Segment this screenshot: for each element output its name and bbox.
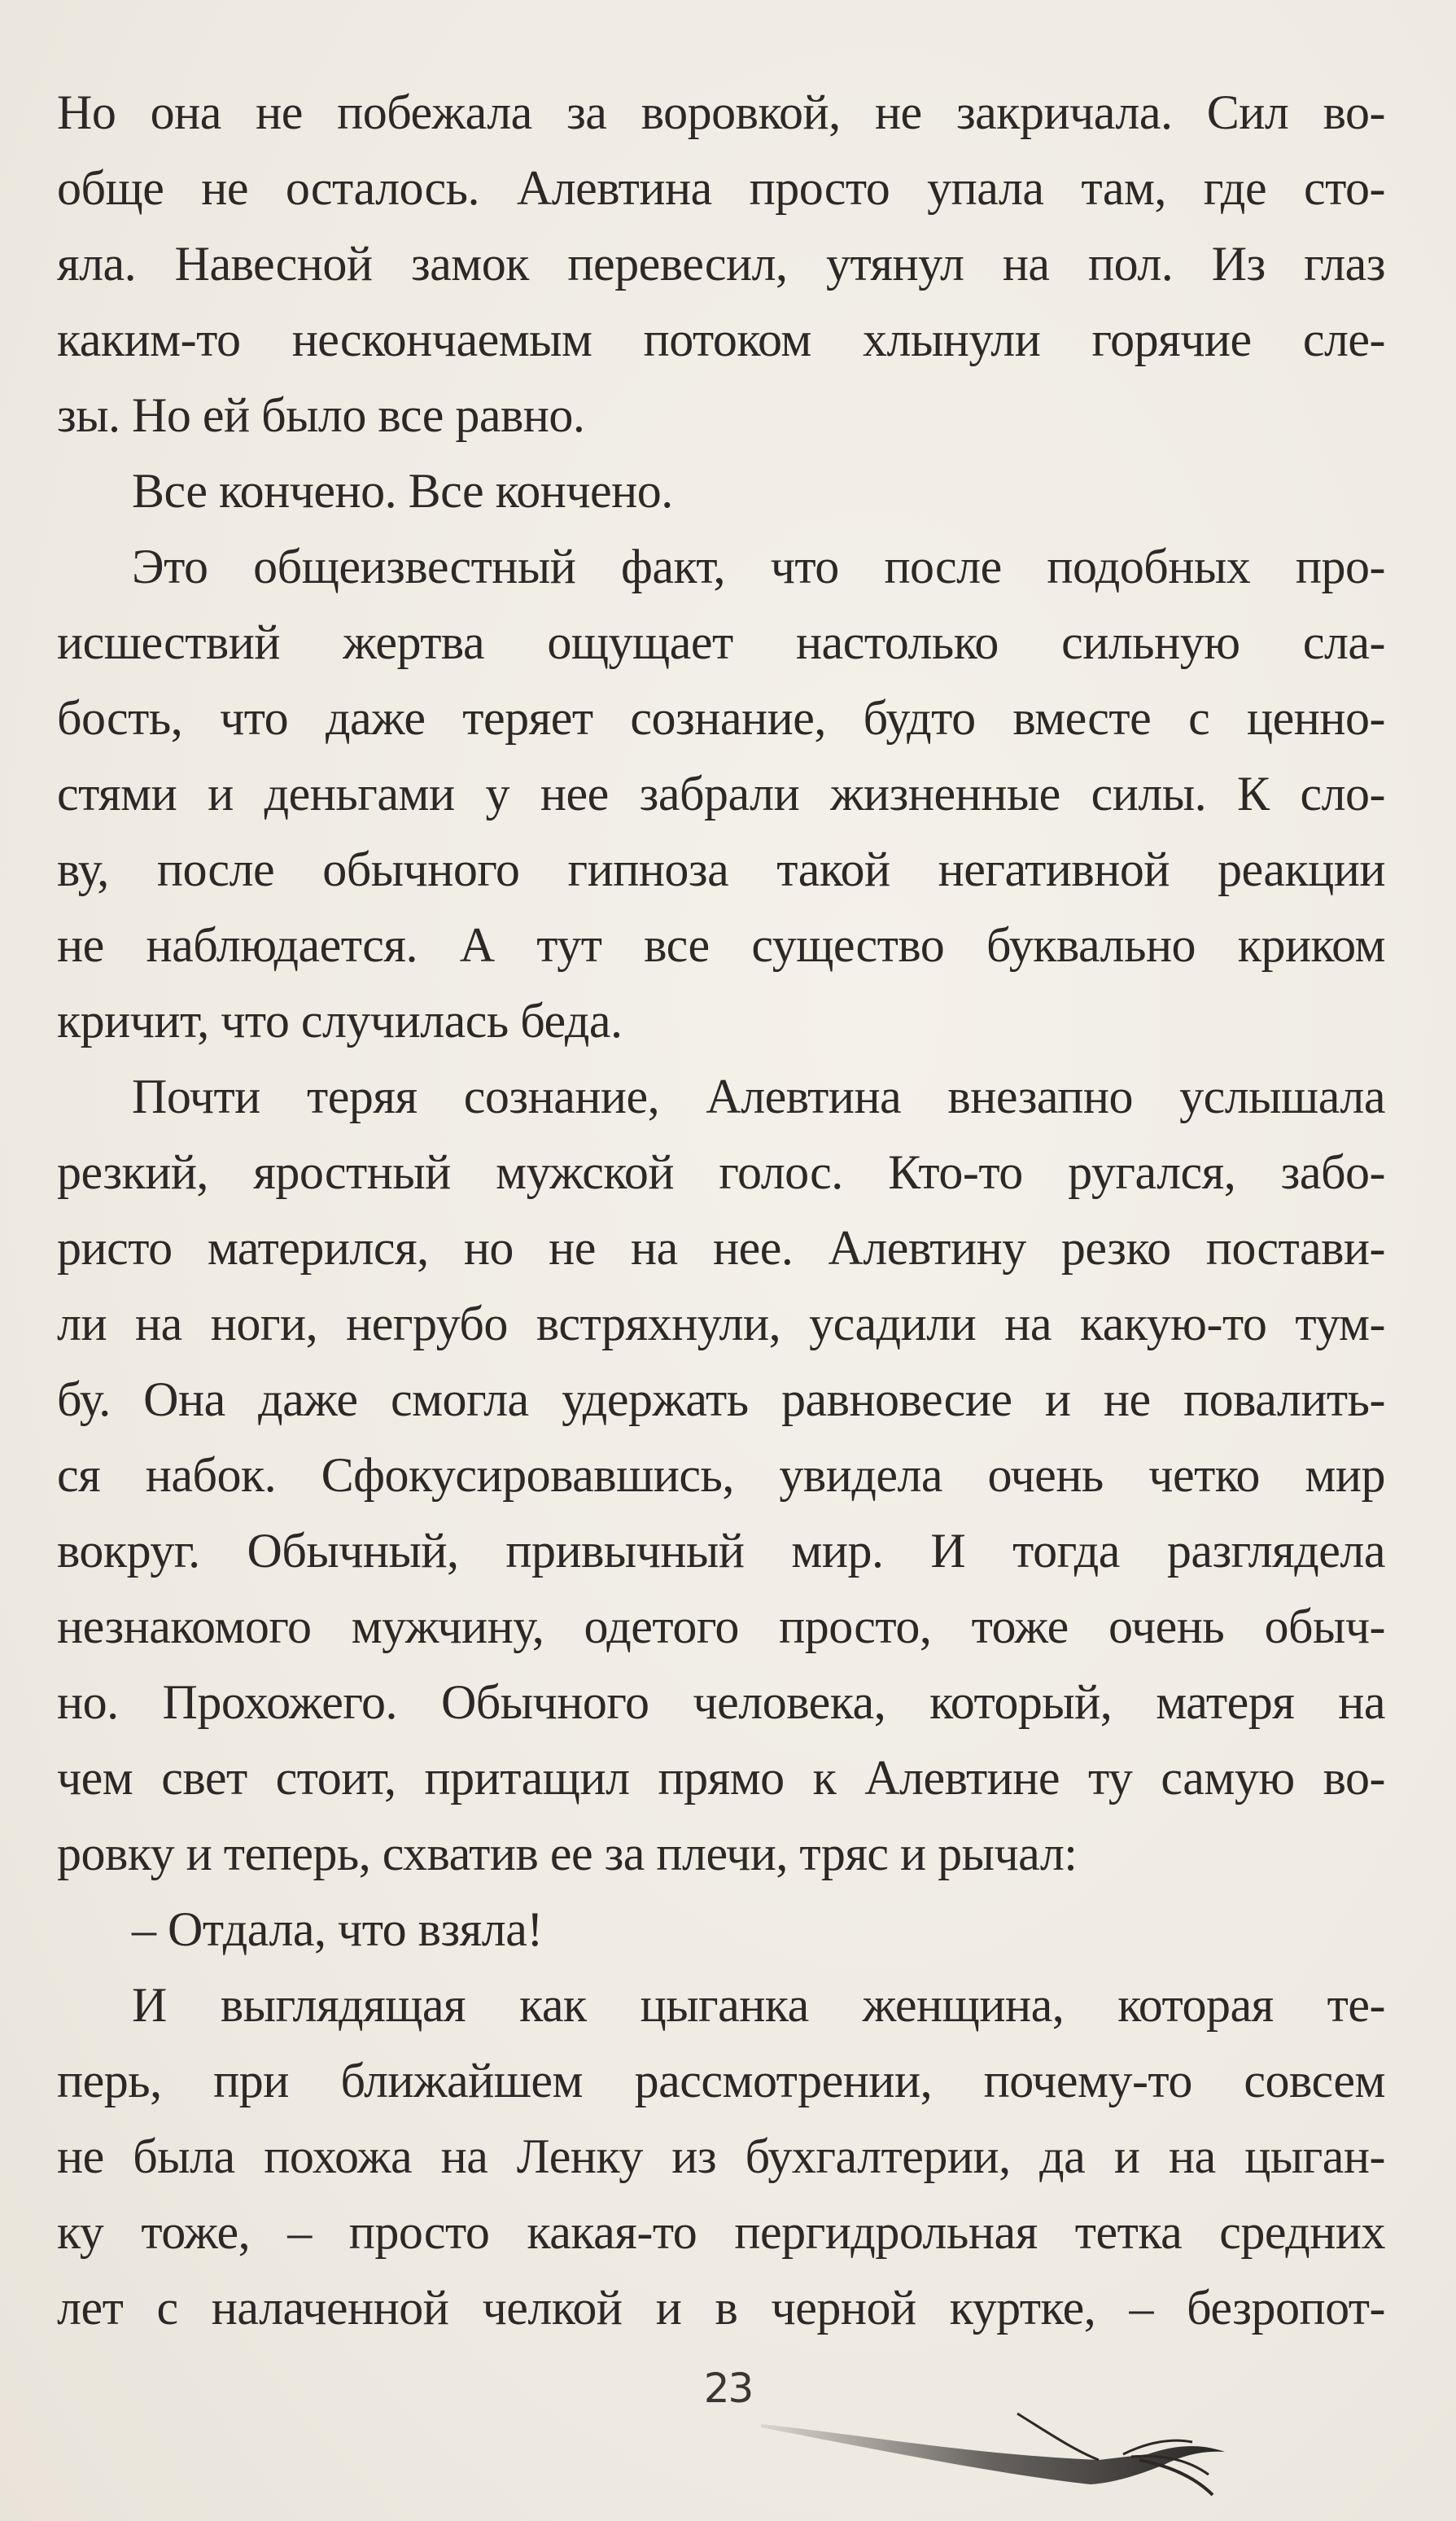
text-line: кричит, что случилась беда. bbox=[57, 994, 623, 1048]
text-line: ристо матерился, но не на нее. Алевтину резко постави- bbox=[57, 1221, 1385, 1275]
text-line: не наблюдается. А тут все существо буквально криком bbox=[57, 918, 1385, 972]
paragraph bbox=[57, 1967, 1385, 2346]
text-line: Почти теряя сознание, Алевтина внезапно услышала bbox=[132, 1070, 1385, 1123]
paragraph bbox=[57, 1892, 1385, 1967]
text-line: ся набок. Сфокусировавшись, увидела очень четко мир bbox=[57, 1448, 1385, 1502]
text-line: зы. Но ей было все равно. bbox=[57, 388, 585, 442]
text-line: яла. Навесной замок перевесил, утянул на пол. Из глаз bbox=[57, 237, 1385, 291]
text-line: Но она не побежала за воровкой, не закричала. Сил во- bbox=[57, 85, 1385, 139]
text-line: незнакомого мужчину, одетого просто, тоже очень обыч- bbox=[57, 1600, 1385, 1653]
text-line: вокруг. Обычный, привычный мир. И тогда разглядела bbox=[57, 1524, 1385, 1578]
text-line: И выглядящая как цыганка женщина, которая те- bbox=[132, 1978, 1385, 2032]
text-line: ли на ноги, негрубо встряхнули, усадили на какую-то тум- bbox=[57, 1297, 1385, 1350]
text-line: чем свет стоит, притащил прямо к Алевтине ту самую во- bbox=[57, 1751, 1385, 1805]
page-number: 23 bbox=[703, 2365, 753, 2412]
text-line: не была похожа на Ленку из бухгалтерии, да и на цыган- bbox=[57, 2129, 1385, 2183]
text-line: ву, после обычного гипноза такой негативной реакции bbox=[57, 843, 1385, 896]
text-line: ку тоже, – просто какая-то пергидрольная тетка средних bbox=[57, 2205, 1385, 2259]
paragraph bbox=[57, 75, 1385, 453]
feather-ornament-icon bbox=[757, 2409, 1245, 2499]
text-line: бу. Она даже смогла удержать равновесие и не повалить- bbox=[57, 1372, 1385, 1426]
text-line: ровку и теперь, схватив ее за плечи, тряс и рычал: bbox=[57, 1827, 1078, 1880]
paragraph bbox=[57, 529, 1385, 1059]
text-line: каким-то нескончаемым потоком хлынули горячие сле- bbox=[57, 313, 1385, 366]
text-line: лет с налаченной челкой и в черной куртке, – безропот- bbox=[57, 2281, 1385, 2335]
page-body-text bbox=[57, 75, 1385, 2346]
text-line: перь, при ближайшем рассмотрении, почему-то совсем bbox=[57, 2054, 1385, 2107]
text-line: бость, что даже теряет сознание, будто вместе с ценно- bbox=[57, 691, 1385, 745]
text-line: обще не осталось. Алевтина просто упала там, где сто- bbox=[57, 161, 1385, 215]
text-line: резкий, яростный мужской голос. Кто-то ругался, забо- bbox=[57, 1145, 1385, 1199]
text-line: Все кончено. Все кончено. bbox=[132, 464, 673, 518]
paragraph bbox=[57, 453, 1385, 529]
text-line: исшествий жертва ощущает настолько сильную сла- bbox=[57, 615, 1385, 669]
text-line: – Отдала, что взяла! bbox=[132, 1902, 543, 1956]
text-line: но. Прохожего. Обычного человека, который, матеря на bbox=[57, 1675, 1385, 1729]
text-line: стями и деньгами у нее забрали жизненные силы. К сло- bbox=[57, 767, 1385, 821]
text-line: Это общеизвестный факт, что после подобных про- bbox=[132, 540, 1385, 593]
paragraph bbox=[57, 1059, 1385, 1892]
